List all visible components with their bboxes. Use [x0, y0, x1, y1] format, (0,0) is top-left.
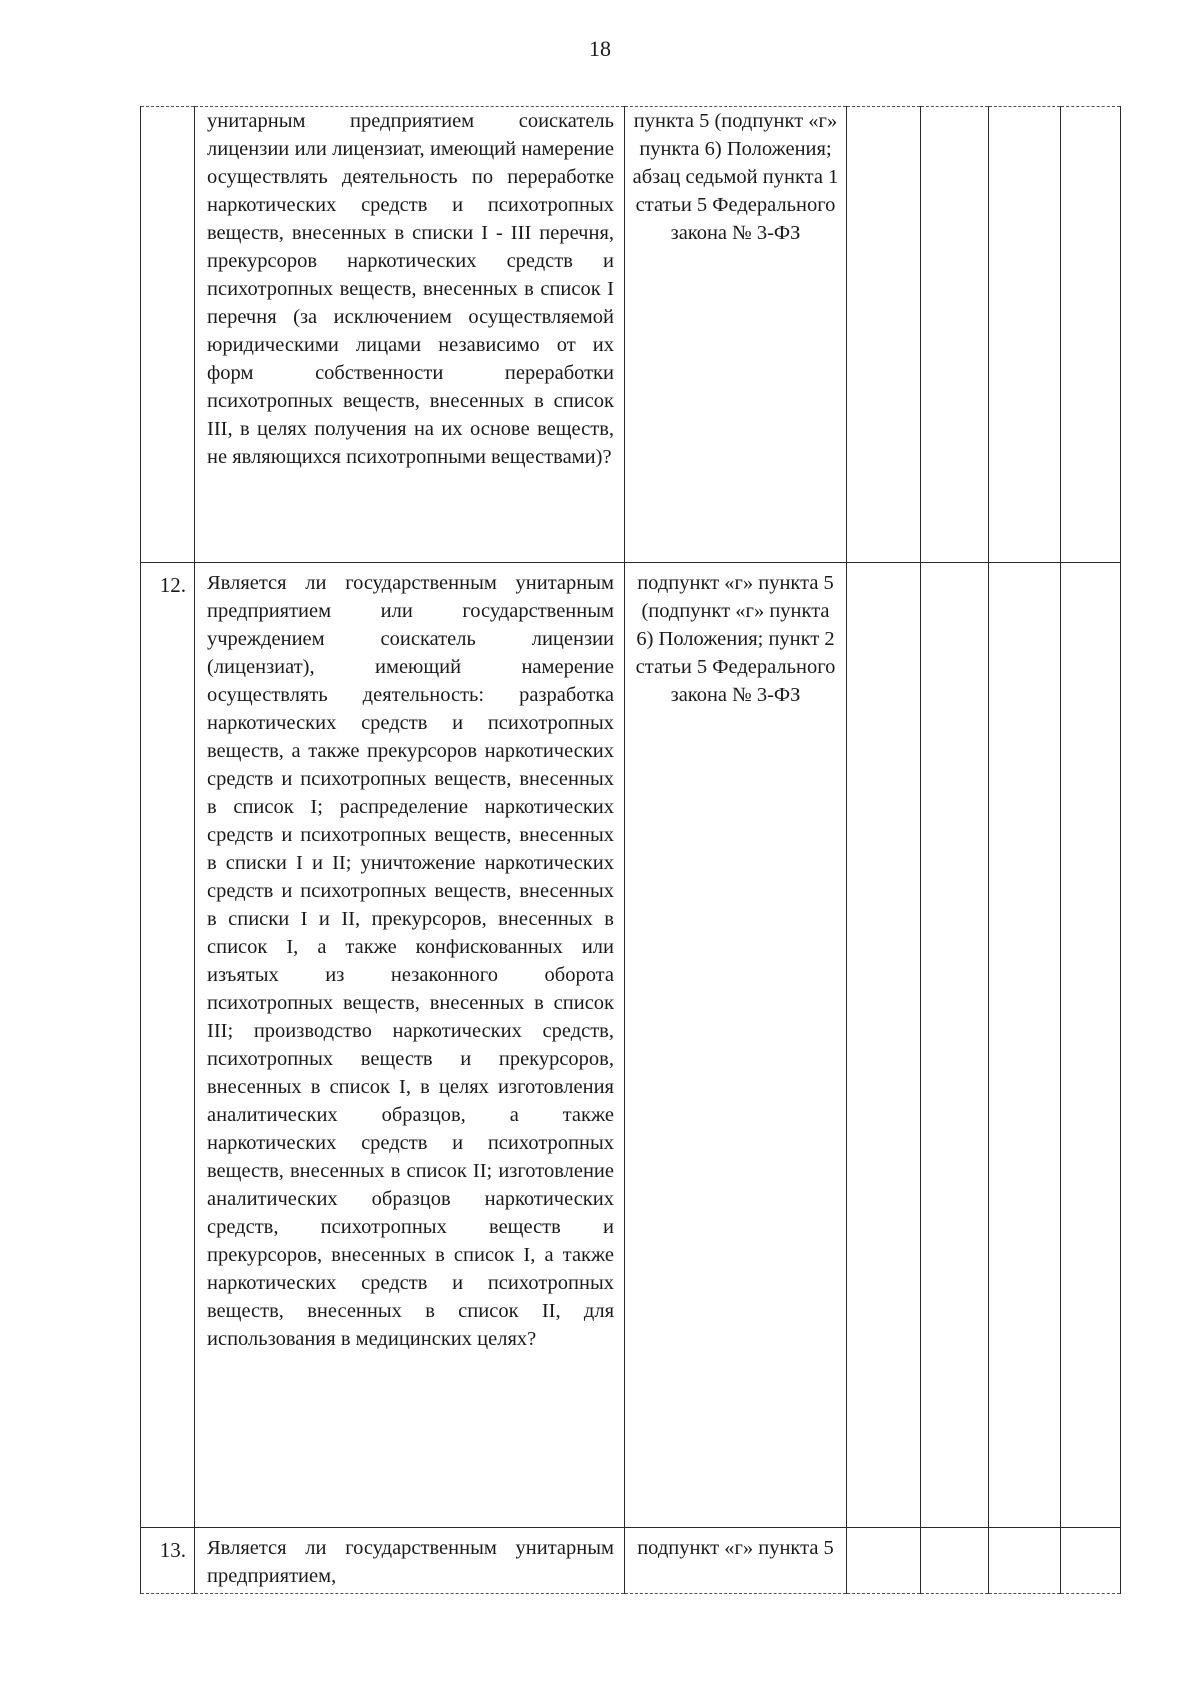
answer-cell-na [989, 1528, 1061, 1594]
answer-cell-yes [847, 563, 921, 1528]
row-number [141, 107, 195, 563]
page-number: 18 [589, 36, 611, 61]
question-text: Является ли государственным унитарным предприятием или государственным учреждением соискатель лицензии (лицензиат), имеющий намерение осуществлять деятельность: разработка наркотических средств и психотропных веществ, а также прекурсоров наркотических средств и психотропных веществ, внесенных в список I; распределение наркотических средств и психотропных веществ, внесенных в списки I и II; уничтожение наркотических средств и психотропных веществ, внесенных в списки I и II, прекурсоров, внесенных в список I, а также конфискованных или изъятых из незаконного оборота психотропных веществ, внесенных в список III; производство наркотических средств, психотропных веществ и прекурсоров, внесенных в список I, в целях изготовления аналитических образцов, а также наркотических средств и психотропных веществ, внесенных в список II; изготовление аналитических образцов наркотических средств, психотропных веществ и прекурсоров, внесенных в список I, а также наркотических средств и психотропных веществ, внесенных в список II, для использования в медицинских целях? [195, 563, 625, 1528]
checklist-table [140, 106, 1121, 1594]
legal-reference: пункта 5 (подпункт «г» пункта 6) Положения; абзац седьмой пункта 1 статьи 5 Федерального закона № 3-ФЗ [625, 107, 847, 563]
answer-cell-no [921, 1528, 989, 1594]
answer-cell-na [989, 107, 1061, 563]
answer-cell-no [921, 107, 989, 563]
answer-cell-yes [847, 107, 921, 563]
table-row [141, 107, 1121, 563]
legal-reference: подпункт «г» пункта 5 (подпункт «г» пункта 6) Положения; пункт 2 статьи 5 Федерального закона № 3-ФЗ [625, 563, 847, 1528]
answer-cell-note [1061, 563, 1121, 1528]
answer-cell-note [1061, 107, 1121, 563]
question-text: Является ли государственным унитарным предприятием, [195, 1528, 625, 1594]
answer-cell-yes [847, 1528, 921, 1594]
answer-cell-no [921, 563, 989, 1528]
table-row [141, 1528, 1121, 1594]
row-number: 12. [141, 563, 195, 1528]
legal-reference: подпункт «г» пункта 5 [625, 1528, 847, 1594]
row-number: 13. [141, 1528, 195, 1594]
question-text: унитарным предприятием соискатель лицензии или лицензиат, имеющий намерение осуществлять деятельность по переработке наркотических средств и психотропных веществ, внесенных в списки I - III перечня, прекурсоров наркотических средств и психотропных веществ, внесенных в список I перечня (за исключением осуществляемой юридическими лицами независимо от их форм собственности переработки психотропных веществ, внесенных в список III, в целях получения на их основе веществ, не являющихся психотропными веществами)? [195, 107, 625, 563]
table-row [141, 563, 1121, 1528]
answer-cell-na [989, 563, 1061, 1528]
answer-cell-note [1061, 1528, 1121, 1594]
